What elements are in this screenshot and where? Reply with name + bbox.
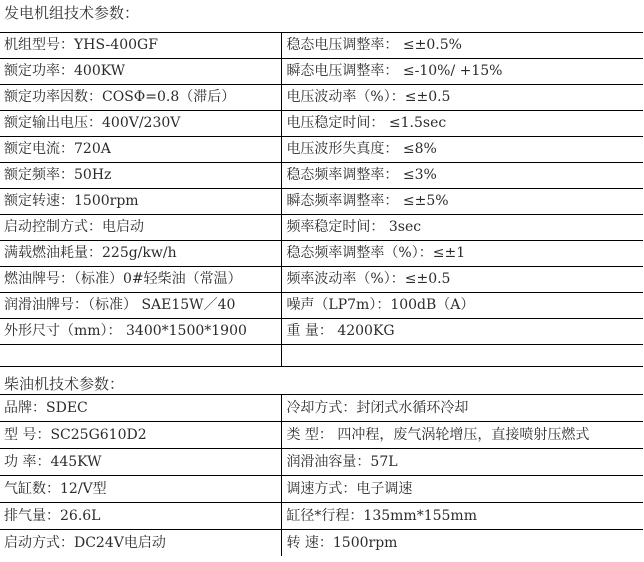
spec-cell: 电压波动率（%）：≤±0.5 bbox=[282, 85, 643, 111]
spec-cell: 电压稳定时间： ≤1.5sec bbox=[282, 111, 643, 137]
spec-cell: 瞬态电压调整率： ≤-10%/ +15% bbox=[282, 59, 643, 85]
table-row bbox=[0, 503, 643, 530]
table-row bbox=[0, 530, 643, 557]
spec-cell bbox=[282, 345, 643, 367]
spec-cell: 排气量：26.6L bbox=[0, 503, 282, 530]
spec-cell: 噪声（LP7m）：100dB（A） bbox=[282, 293, 643, 319]
table-row bbox=[0, 59, 643, 85]
spec-cell: 稳态电压调整率： ≤±0.5% bbox=[282, 33, 643, 59]
spec-cell: 功 率：445KW bbox=[0, 449, 282, 476]
generator-section-title: 发电机组技术参数： bbox=[4, 4, 140, 22]
spec-cell: 额定转速：1500rpm bbox=[0, 189, 282, 215]
spec-cell: 额定电流：720A bbox=[0, 137, 282, 163]
spec-cell: 型 号：SC25G610D2 bbox=[0, 422, 282, 449]
spec-cell: 冷却方式：封闭式水循环冷却 bbox=[282, 395, 643, 422]
table-row bbox=[0, 422, 643, 449]
spec-cell: 瞬态频率调整率： ≤±5% bbox=[282, 189, 643, 215]
table-row bbox=[0, 33, 643, 59]
spec-cell: 类 型： 四冲程，废气涡轮增压，直接喷射压燃式 bbox=[282, 422, 643, 449]
spec-cell: 频率波动率（%）：≤±0.5 bbox=[282, 267, 643, 293]
spec-cell: 满载燃油耗量：225g/kw/h bbox=[0, 241, 282, 267]
spec-cell: 燃油牌号：（标准）0#轻柴油（常温） bbox=[0, 267, 282, 293]
spec-cell: 额定输出电压：400V/230V bbox=[0, 111, 282, 137]
table-row bbox=[0, 267, 643, 293]
table-row bbox=[0, 163, 643, 189]
table-row bbox=[0, 395, 643, 422]
table-row bbox=[0, 476, 643, 503]
spec-cell: 额定功率因数：COSΦ=0.8（滞后） bbox=[0, 85, 282, 111]
spec-cell: 气缸数：12/V型 bbox=[0, 476, 282, 503]
spec-cell: 启动控制方式：电启动 bbox=[0, 215, 282, 241]
spec-cell: 电压波形失真度： ≤8% bbox=[282, 137, 643, 163]
table-row bbox=[0, 111, 643, 137]
table-row bbox=[0, 293, 643, 319]
spec-cell: 额定功率：400KW bbox=[0, 59, 282, 85]
generator-spec-table bbox=[0, 32, 643, 367]
spec-cell: 润滑油牌号：（标准） SAE15W／40 bbox=[0, 293, 282, 319]
table-row bbox=[0, 137, 643, 163]
spec-cell: 频率稳定时间： 3sec bbox=[282, 215, 643, 241]
spec-cell: 调速方式：电子调速 bbox=[282, 476, 643, 503]
spec-cell: 润滑油容量：57L bbox=[282, 449, 643, 476]
table-row bbox=[0, 449, 643, 476]
spec-cell: 品牌：SDEC bbox=[0, 395, 282, 422]
spec-cell bbox=[0, 345, 282, 367]
spec-cell: 外形尺寸（mm）： 3400*1500*1900 bbox=[0, 319, 282, 345]
spec-cell: 稳态频率调整率： ≤3% bbox=[282, 163, 643, 189]
spec-cell: 转 速：1500rpm bbox=[282, 530, 643, 557]
spec-cell: 稳态频率调整率（%）：≤±1 bbox=[282, 241, 643, 267]
spec-cell: 重 量： 4200KG bbox=[282, 319, 643, 345]
spec-cell: 缸径*行程：135mm*155mm bbox=[282, 503, 643, 530]
engine-section-title: 柴油机技术参数： bbox=[4, 375, 125, 393]
table-row bbox=[0, 345, 643, 367]
table-row bbox=[0, 215, 643, 241]
table-row bbox=[0, 85, 643, 111]
table-row bbox=[0, 319, 643, 345]
spec-cell: 额定频率：50Hz bbox=[0, 163, 282, 189]
spec-cell: 机组型号：YHS-400GF bbox=[0, 33, 282, 59]
spec-cell: 启动方式：DC24V电启动 bbox=[0, 530, 282, 557]
table-row bbox=[0, 241, 643, 267]
table-row bbox=[0, 189, 643, 215]
engine-spec-table bbox=[0, 394, 643, 556]
